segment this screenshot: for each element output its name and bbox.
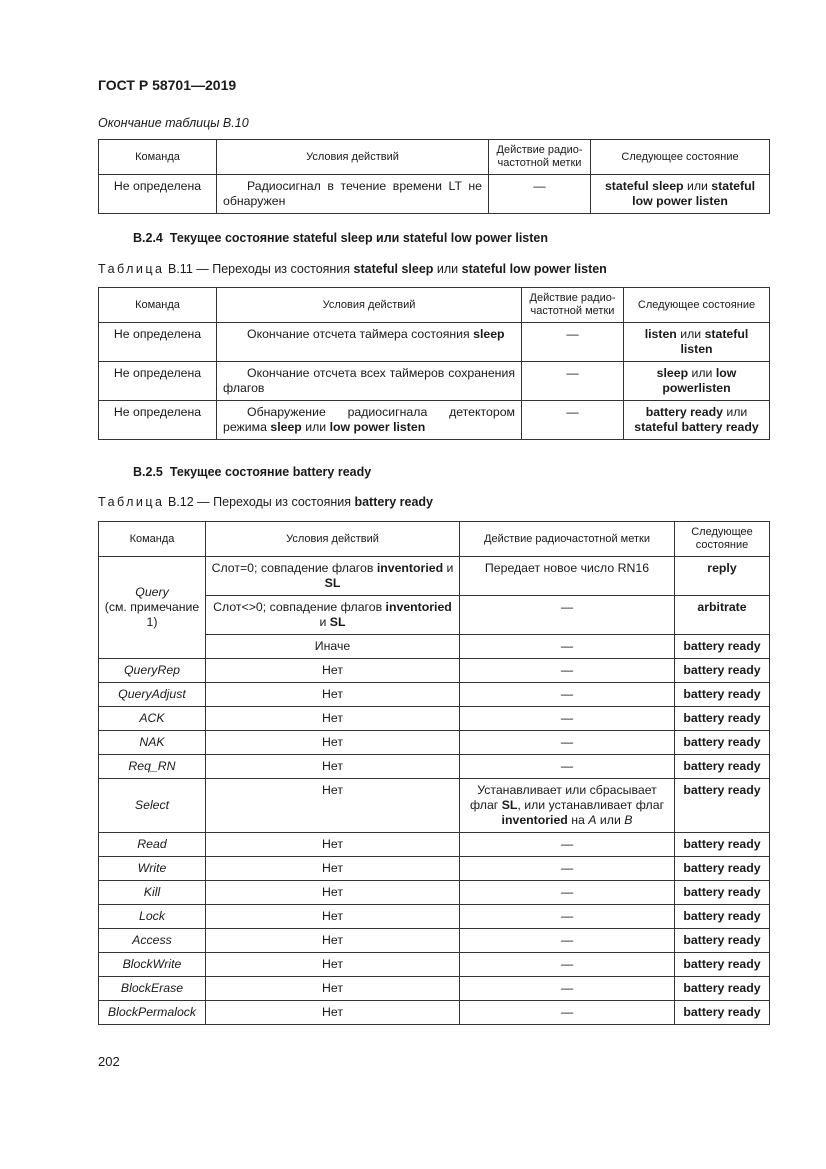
cell-condition: Нет: [206, 683, 460, 707]
section-number: B.2.4: [133, 231, 163, 245]
header-conditions: Условия действий: [206, 522, 460, 557]
cell-next-state: battery ready: [675, 707, 770, 731]
cell-command-query: [99, 557, 206, 659]
table-b12-caption: [98, 495, 433, 509]
caption-prefix: Таблица: [98, 262, 165, 276]
state-name: stateful low power listen: [632, 179, 756, 208]
cell-action: —: [522, 401, 624, 440]
cell-condition: Иначе: [206, 635, 460, 659]
section-b24-heading: [133, 231, 548, 245]
cell-condition: Нет: [206, 905, 460, 929]
table-b11-caption: [98, 262, 607, 276]
connector: и: [443, 561, 454, 575]
section-title: Текущее состояние battery ready: [169, 465, 372, 479]
state-name: listen: [644, 327, 677, 341]
state-name: battery ready: [645, 405, 723, 419]
cell-command: QueryAdjust: [99, 683, 206, 707]
cell-command: BlockErase: [99, 977, 206, 1001]
header-command: Команда: [99, 288, 217, 323]
cell-command: NAK: [99, 731, 206, 755]
action-text: или: [596, 813, 625, 827]
cell-condition: [206, 596, 460, 635]
cell-condition: Нет: [206, 977, 460, 1001]
cell-condition: Нет: [206, 779, 460, 833]
cell-next-state: battery ready: [675, 857, 770, 881]
flag-name: inventoried: [376, 561, 444, 575]
section-title: Текущее состояние stateful sleep или stateful low power listen: [169, 231, 548, 245]
cell-command: Req_RN: [99, 755, 206, 779]
connector: или: [688, 366, 716, 380]
action-text: , или устанавливает флаг: [517, 798, 665, 812]
header-next-state: Следующее состояние: [591, 140, 770, 175]
cell-command: Select: [99, 779, 206, 833]
cell-action: —: [460, 659, 675, 683]
page-number: 202: [98, 1054, 120, 1069]
caption-state: stateful low power listen: [461, 262, 607, 276]
header-command: Команда: [99, 522, 206, 557]
cell-action: —: [522, 323, 624, 362]
cell-condition: Нет: [206, 881, 460, 905]
cell-action: —: [460, 596, 675, 635]
table-row: [99, 929, 770, 953]
cell-action: —: [460, 953, 675, 977]
cell-next-state: [624, 362, 770, 401]
caption-number: B.11 — Переходы из состояния: [164, 262, 354, 276]
cell-next-state: battery ready: [675, 977, 770, 1001]
connector: или: [722, 405, 748, 419]
connector: или: [433, 262, 462, 276]
table-row: [99, 755, 770, 779]
flag-value: A: [588, 813, 597, 827]
cell-action: —: [460, 755, 675, 779]
cell-next-state: battery ready: [675, 929, 770, 953]
cell-command: Write: [99, 857, 206, 881]
cell-next-state: battery ready: [675, 881, 770, 905]
cell-condition: Нет: [206, 1001, 460, 1025]
condition-text: Обнаружение радиосигнала детектором режима: [223, 405, 515, 434]
cell-next-state: [591, 175, 770, 214]
cell-next-state: battery ready: [675, 635, 770, 659]
command-note: (см. примечание 1): [104, 600, 200, 629]
section-number: B.2.5: [133, 465, 163, 479]
table-row: [99, 953, 770, 977]
cell-action: —: [460, 1001, 675, 1025]
cell-condition: Нет: [206, 929, 460, 953]
cell-command: BlockWrite: [99, 953, 206, 977]
flag-name: inventoried: [501, 813, 568, 827]
cell-action: —: [460, 683, 675, 707]
table-row: [99, 659, 770, 683]
cell-next-state: [624, 323, 770, 362]
cell-command: ACK: [99, 707, 206, 731]
command-name: Query: [135, 585, 169, 599]
cell-condition: Окончание отсчета всех таймеров сохранения флагов: [217, 362, 522, 401]
cell-condition: Нет: [206, 755, 460, 779]
table-row: [99, 977, 770, 1001]
state-name: stateful listen: [680, 327, 749, 356]
action-text: Устанавливает или сбрасывает флаг: [469, 783, 657, 812]
cell-action: —: [460, 857, 675, 881]
cell-command: Не определена: [99, 401, 217, 440]
cell-command: Read: [99, 833, 206, 857]
state-name: sleep: [473, 327, 505, 341]
cell-action: —: [460, 929, 675, 953]
cell-action: —: [460, 635, 675, 659]
header-tag-action: Действие радио-частотной метки: [522, 288, 624, 323]
caption-state: battery ready: [354, 495, 433, 509]
table-row: [99, 857, 770, 881]
table-header-row: [99, 140, 770, 175]
cell-command: Не определена: [99, 175, 217, 214]
cell-action: [460, 779, 675, 833]
table-row: [99, 731, 770, 755]
table-row: [99, 362, 770, 401]
document-header: ГОСТ Р 58701—2019: [98, 77, 237, 93]
cell-condition: [217, 401, 522, 440]
cell-next-state: [624, 401, 770, 440]
table-row: [99, 881, 770, 905]
flag-value: B: [624, 813, 633, 827]
table-b11: [98, 287, 770, 440]
cell-next-state: battery ready: [675, 683, 770, 707]
cell-action: —: [460, 881, 675, 905]
cell-next-state: battery ready: [675, 659, 770, 683]
header-tag-action: Действие радио-частотной метки: [489, 140, 591, 175]
condition-text: Слот<>0; совпадение флагов: [213, 600, 386, 614]
state-name: low powerlisten: [662, 366, 737, 395]
cell-command: Lock: [99, 905, 206, 929]
caption-number: B.12 — Переходы из состояния: [164, 495, 355, 509]
cell-action: —: [460, 833, 675, 857]
cell-command: QueryRep: [99, 659, 206, 683]
cell-command: Kill: [99, 881, 206, 905]
table-row: [99, 175, 770, 214]
header-tag-action: Действие радиочастотной метки: [460, 522, 675, 557]
cell-condition: Нет: [206, 833, 460, 857]
cell-command: BlockPermalock: [99, 1001, 206, 1025]
cell-action: —: [460, 977, 675, 1001]
flag-name: SL: [501, 798, 518, 812]
table-row: [99, 323, 770, 362]
cell-next-state: reply: [675, 557, 770, 596]
table-row: [99, 1001, 770, 1025]
table-row: [99, 401, 770, 440]
state-name: stateful battery ready: [634, 420, 759, 434]
table-row: [99, 683, 770, 707]
header-next-state: Следующее состояние: [624, 288, 770, 323]
action-text: на: [567, 813, 589, 827]
table-b12: [98, 521, 770, 1025]
table-header-row: [99, 522, 770, 557]
state-name: low power listen: [329, 420, 426, 434]
cell-action: —: [489, 175, 591, 214]
header-command: Команда: [99, 140, 217, 175]
cell-condition: [206, 557, 460, 596]
cell-condition: Радиосигнал в течение времени LT не обнаружен: [217, 175, 489, 214]
connector: или: [683, 179, 712, 193]
cell-next-state: battery ready: [675, 1001, 770, 1025]
section-b25-heading: [133, 465, 371, 479]
connector: или: [301, 420, 330, 434]
state-name: stateful sleep: [604, 179, 684, 193]
cell-next-state: battery ready: [675, 779, 770, 833]
state-name: sleep: [270, 420, 302, 434]
condition-text: Окончание отсчета таймера состояния: [247, 327, 474, 341]
header-conditions: Условия действий: [217, 288, 522, 323]
cell-condition: [217, 323, 522, 362]
flag-name: SL: [324, 576, 341, 590]
cell-next-state: battery ready: [675, 953, 770, 977]
condition-text: Слот=0; совпадение флагов: [211, 561, 377, 575]
header-conditions: Условия действий: [217, 140, 489, 175]
table-header-row: [99, 288, 770, 323]
header-next-state: Следующее состояние: [675, 522, 770, 557]
connector: и: [319, 615, 330, 629]
cell-condition: Нет: [206, 953, 460, 977]
table-row: [99, 833, 770, 857]
cell-action: Передает новое число RN16: [460, 557, 675, 596]
table-row: [99, 707, 770, 731]
connector: или: [676, 327, 705, 341]
cell-action: —: [460, 731, 675, 755]
cell-action: —: [522, 362, 624, 401]
table-row: [99, 557, 770, 596]
table-row: [99, 779, 770, 833]
table-b10: [98, 139, 770, 214]
cell-next-state: arbitrate: [675, 596, 770, 635]
cell-command: Не определена: [99, 323, 217, 362]
caption-state: stateful sleep: [353, 262, 434, 276]
state-name: sleep: [656, 366, 689, 380]
table-b10-caption: Окончание таблицы B.10: [98, 116, 249, 130]
cell-next-state: battery ready: [675, 731, 770, 755]
cell-condition: Нет: [206, 707, 460, 731]
cell-next-state: battery ready: [675, 833, 770, 857]
table-row: [99, 905, 770, 929]
cell-command: Access: [99, 929, 206, 953]
flag-name: inventoried: [385, 600, 452, 614]
cell-condition: Нет: [206, 731, 460, 755]
cell-action: —: [460, 905, 675, 929]
cell-next-state: battery ready: [675, 905, 770, 929]
cell-action: —: [460, 707, 675, 731]
cell-condition: Нет: [206, 857, 460, 881]
cell-next-state: battery ready: [675, 755, 770, 779]
cell-condition: Нет: [206, 659, 460, 683]
caption-prefix: Таблица: [98, 495, 165, 509]
flag-name: SL: [329, 615, 346, 629]
cell-command: Не определена: [99, 362, 217, 401]
